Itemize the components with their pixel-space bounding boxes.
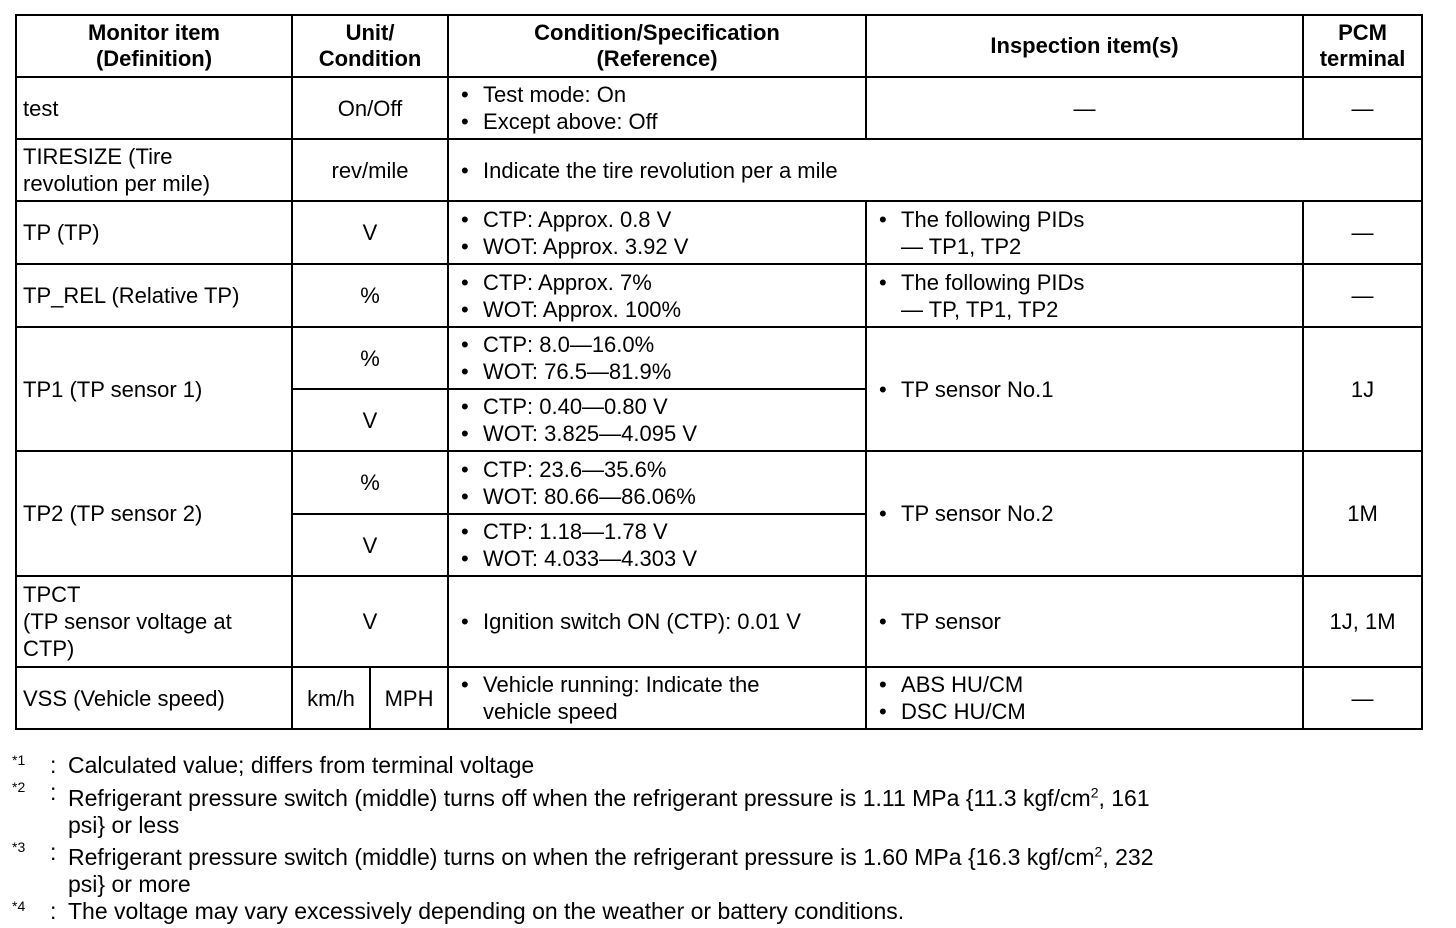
bullet-item: • Vehicle running: Indicate the <box>455 671 859 698</box>
condition-cell <box>448 327 866 389</box>
condition-cell <box>448 389 866 451</box>
condition-cell <box>448 451 866 514</box>
pcm-terminal-cell: — <box>1303 667 1422 729</box>
header-row <box>16 15 1422 77</box>
pcm-terminal-cell: — <box>1303 264 1422 327</box>
pcm-terminal-cell: 1M <box>1303 451 1422 576</box>
footnotes <box>12 752 1432 925</box>
bullet-item: • WOT: 3.825—4.095 V <box>455 420 859 447</box>
unit-cell: % <box>292 264 448 327</box>
inspection-cell: — <box>866 77 1303 139</box>
bullet-item: • WOT: 80.66—86.06% <box>455 483 859 510</box>
bullet-item: • Ignition switch ON (CTP): 0.01 V <box>455 608 859 635</box>
sub-item: vehicle speed <box>483 699 618 724</box>
unit-cell: % <box>292 327 448 389</box>
unit-cell: V <box>292 576 448 667</box>
header-inspection-items: Inspection item(s) <box>866 15 1303 77</box>
unit-cell-kmh: km/h <box>292 667 370 729</box>
inspection-cell <box>866 576 1303 667</box>
footnote-1 <box>12 752 1432 779</box>
monitor-item-cell: TIRESIZE (Tire revolution per mile) <box>16 139 292 201</box>
pcm-terminal-cell: 1J, 1M <box>1303 576 1422 667</box>
unit-cell-mph: MPH <box>370 667 448 729</box>
condition-cell <box>448 576 866 667</box>
footnote-3 <box>12 839 1432 899</box>
unit-cell: rev/mile <box>292 139 448 201</box>
pcm-terminal-cell: — <box>1303 77 1422 139</box>
inspection-cell <box>866 264 1303 327</box>
footnote-mark: *2 <box>12 779 26 795</box>
monitor-item-cell: TP_REL (Relative TP) <box>16 264 292 327</box>
bullet-item: • DSC HU/CM <box>873 698 1296 725</box>
footnote-colon: : <box>50 779 57 805</box>
bullet-item: • CTP: Approx. 7% <box>455 269 859 296</box>
inspection-cell <box>866 667 1303 729</box>
table-row-vss <box>16 667 1422 729</box>
bullet-item: • CTP: 1.18—1.78 V <box>455 518 859 545</box>
condition-cell <box>448 201 866 264</box>
footnote-text: The voltage may vary excessively depending on the weather or battery conditions. <box>68 898 905 925</box>
monitor-item-cell: TP2 (TP sensor 2) <box>16 451 292 576</box>
unit-cell: V <box>292 514 448 576</box>
footnote-text: Refrigerant pressure switch (middle) turns off when the refrigerant pressure is 1.11 MPa {11.3 kgf/$cm^2$, 161 psi} or less <box>68 784 1150 838</box>
footnote-mark: *4 <box>12 898 26 915</box>
bullet-item: • WOT: 76.5—81.9% <box>455 358 859 385</box>
bullet-item: • WOT: Approx. 3.92 V <box>455 233 859 260</box>
table-row-tp-rel <box>16 264 1422 327</box>
condition-cell <box>448 139 1422 201</box>
table-row-tp1-percent <box>16 327 1422 389</box>
inspection-cell <box>866 451 1303 576</box>
bullet-item: • WOT: 4.033—4.303 V <box>455 545 859 572</box>
header-pcm-terminal: PCM terminal <box>1303 15 1422 77</box>
header-monitor-item: Monitor item (Definition) <box>16 15 292 77</box>
table-row-test <box>16 77 1422 139</box>
bullet-item: • The following PIDs <box>873 269 1296 296</box>
bullet-item: • TP sensor <box>873 608 1296 635</box>
condition-cell <box>448 514 866 576</box>
unit-cell: V <box>292 389 448 451</box>
condition-cell <box>448 77 866 139</box>
bullet-item: • CTP: 8.0—16.0% <box>455 331 859 358</box>
monitor-item-cell: VSS (Vehicle speed) <box>16 667 292 729</box>
monitor-item-cell: TPCT (TP sensor voltage at CTP) <box>16 576 292 667</box>
table-row-tp2-percent <box>16 451 1422 514</box>
condition-cell <box>448 667 866 729</box>
footnote-colon: : <box>50 838 57 865</box>
bullet-item: • TP sensor No.2 <box>873 500 1296 527</box>
unit-cell: % <box>292 451 448 514</box>
sub-item: — TP1, TP2 <box>901 233 1022 259</box>
bullet-item: • Indicate the tire revolution per a mile <box>455 157 1415 184</box>
footnote-mark: *1 <box>12 752 26 768</box>
bullet-item: • CTP: Approx. 0.8 V <box>455 206 859 233</box>
footnote-2 <box>12 779 1432 839</box>
bullet-item: • CTP: 0.40—0.80 V <box>455 393 859 420</box>
bullet-item: • WOT: Approx. 100% <box>455 296 859 323</box>
footnote-text: Refrigerant pressure switch (middle) turns on when the refrigerant pressure is 1.60 MPa {16.3 kgf/$cm^2$, 232 psi} or more <box>68 843 1154 898</box>
table-row-tpct <box>16 576 1422 667</box>
bullet-item: • CTP: 23.6—35.6% <box>455 456 859 483</box>
sub-item: — TP, TP1, TP2 <box>901 296 1059 322</box>
bullet-item: • TP sensor No.1 <box>873 376 1296 403</box>
footnote-colon: : <box>50 898 57 925</box>
footnote-mark: *3 <box>12 838 26 855</box>
bullet-item: • Test mode: On <box>455 81 859 108</box>
pcm-terminal-cell: — <box>1303 201 1422 264</box>
condition-cell <box>448 264 866 327</box>
header-condition-spec: Condition/Specification (Reference) <box>448 15 866 77</box>
monitor-item-cell: test <box>16 77 292 139</box>
header-unit-condition: Unit/ Condition <box>292 15 448 77</box>
bullet-item: • The following PIDs <box>873 206 1296 233</box>
pcm-terminal-cell: 1J <box>1303 327 1422 451</box>
unit-cell: On/Off <box>292 77 448 139</box>
footnote-colon: : <box>50 752 57 778</box>
inspection-cell <box>866 327 1303 451</box>
footnote-4 <box>12 898 1432 925</box>
unit-cell: V <box>292 201 448 264</box>
monitor-item-cell: TP1 (TP sensor 1) <box>16 327 292 451</box>
monitor-item-cell: TP (TP) <box>16 201 292 264</box>
monitor-spec-table <box>15 14 1423 730</box>
bullet-item: • Except above: Off <box>455 108 859 135</box>
table-row-tp <box>16 201 1422 264</box>
inspection-cell <box>866 201 1303 264</box>
footnote-text: Calculated value; differs from terminal voltage <box>68 752 535 778</box>
bullet-item: • ABS HU/CM <box>873 671 1296 698</box>
table-row-tiresize <box>16 139 1422 201</box>
